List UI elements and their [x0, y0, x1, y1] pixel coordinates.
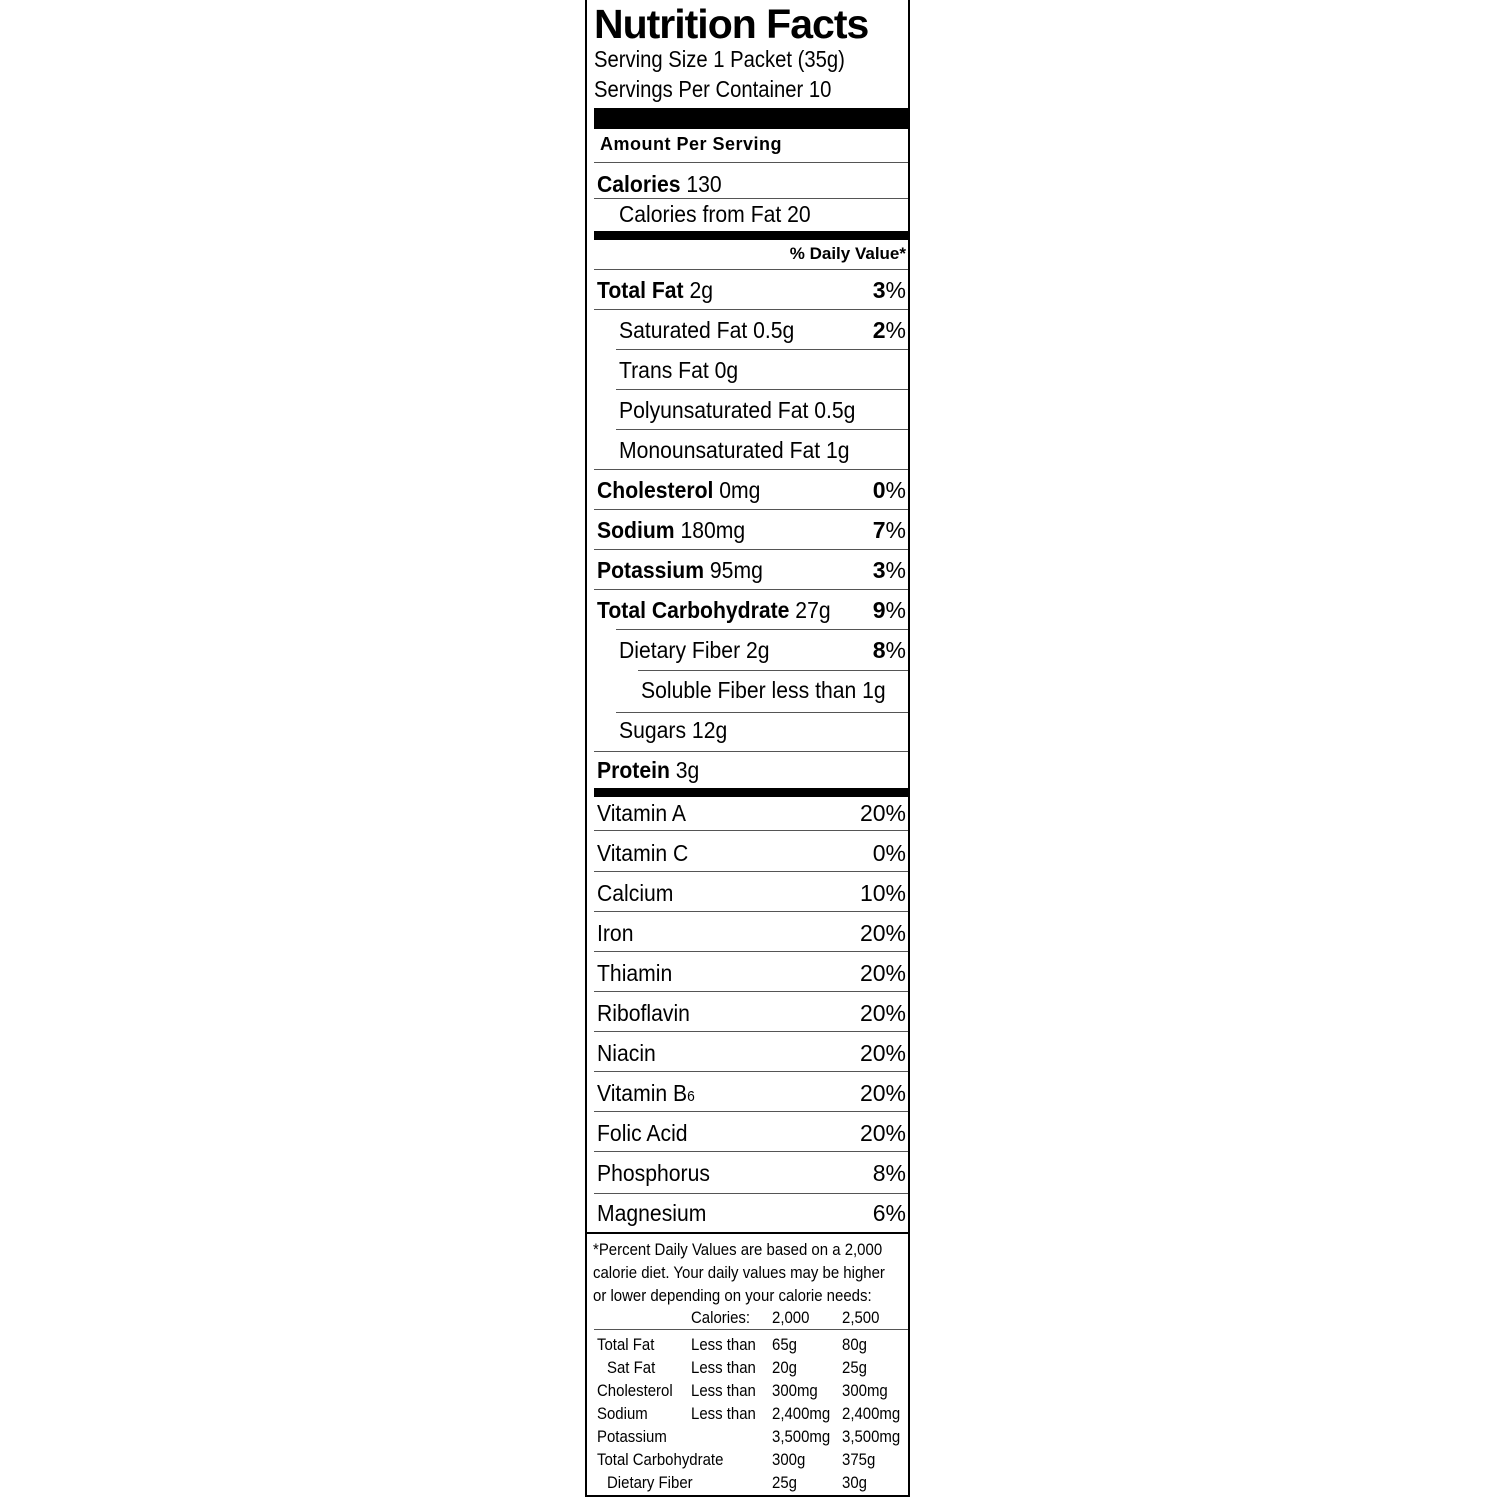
footnote-row-name: Sodium: [597, 1404, 648, 1423]
vitamin-value: 20%: [859, 1000, 906, 1026]
footnote-row-2000: 20g: [772, 1358, 797, 1377]
nutrient-name: Protein: [597, 757, 670, 783]
divider: [594, 951, 908, 952]
nutrient-amount: 95mg: [709, 557, 763, 583]
vitamin-name: Magnesium: [597, 1200, 707, 1226]
vitamin-name: Riboflavin: [597, 1000, 690, 1026]
calories-from-fat-row: [594, 196, 908, 232]
footnote-row-name: Total Fat: [597, 1335, 655, 1354]
vitamin-name: Calcium: [597, 880, 674, 906]
vitamin-name: Phosphorus: [597, 1160, 710, 1186]
calories-from-fat: Calories from Fat 20: [619, 201, 811, 227]
footnote-line: *Percent Daily Values are based on a 2,000: [593, 1240, 883, 1259]
footnote-divider: [587, 1232, 908, 1234]
nutrient-dv-percent: %: [885, 477, 906, 503]
vitamin-name: Vitamin A: [597, 800, 687, 826]
vitamin-value: 20%: [859, 1120, 906, 1146]
divider: [594, 830, 908, 831]
nutrient-dv-percent: %: [885, 557, 906, 583]
vitamin-name: Niacin: [597, 1040, 656, 1066]
vitamin-value: 10%: [859, 880, 906, 906]
nutrient-dv: 7: [872, 517, 886, 543]
nutrient-dv-percent: %: [885, 597, 906, 623]
nutrition-facts-label: [585, 0, 910, 1497]
nutrient-row-monounsaturated-fat: [594, 432, 908, 468]
vitamin-row: [594, 875, 908, 911]
divider: [594, 509, 908, 510]
divider: [594, 1071, 908, 1072]
nutrient-amount: 27g: [795, 597, 831, 623]
nutrient-dv: 9: [872, 597, 886, 623]
divider: [594, 1111, 908, 1112]
nutrient-row-trans-fat: [594, 352, 908, 388]
footnote-row-name: Cholesterol: [597, 1381, 673, 1400]
footnote-row-qualifier: Less than: [691, 1381, 756, 1400]
nutrient-amount: 3g: [675, 757, 700, 783]
footnote-row-2000: 25g: [772, 1473, 797, 1492]
nutrient-row-total-carbohydrate: [594, 592, 908, 628]
nutrient-amount: 2g: [689, 277, 714, 303]
footnote-line: or lower depending on your calorie needs:: [593, 1286, 872, 1305]
nutrient-name: Saturated Fat 0.5g: [619, 317, 795, 343]
nutrient-amount: 180mg: [680, 517, 746, 543]
nutrient-name: Potassium: [597, 557, 705, 583]
vitamin-name: Thiamin: [597, 960, 673, 986]
footnote-row-2500: 2,400mg: [842, 1404, 901, 1423]
vitamin-row: [594, 1195, 908, 1231]
nutrient-row-polyunsaturated-fat: [594, 392, 908, 428]
nutrient-name: Sugars 12g: [619, 717, 728, 743]
vitamin-row: [594, 1035, 908, 1071]
calories-label: Calories: [597, 171, 681, 197]
divider: [616, 349, 908, 350]
nutrient-row-cholesterol: [594, 472, 908, 508]
vitamin-row: [594, 1075, 908, 1111]
footnote-row-2000: 65g: [772, 1335, 797, 1354]
nutrient-name: Trans Fat 0g: [619, 357, 739, 383]
divider: [594, 871, 908, 872]
footnote-header-2500: 2,500: [842, 1308, 880, 1327]
nutrient-name: Total Fat: [597, 277, 684, 303]
divider: [594, 1329, 908, 1330]
vitamin-row: [594, 1155, 908, 1191]
vitamin-name: Iron: [597, 920, 634, 946]
vitamin-row: [594, 795, 908, 831]
vitamin-value: 20%: [859, 1080, 906, 1106]
vitamin-row: [594, 1115, 908, 1151]
divider: [616, 389, 908, 390]
nutrient-dv: 2: [872, 317, 886, 343]
footnote-row-qualifier: Less than: [691, 1404, 756, 1423]
vitamin-row: [594, 995, 908, 1031]
nutrient-name: Dietary Fiber 2g: [619, 637, 770, 663]
divider: [594, 469, 908, 470]
vitamin-value: 0%: [872, 840, 906, 866]
vitamin-row: [594, 835, 908, 871]
footnote-calories-label: Calories:: [691, 1308, 751, 1327]
vitamin-value: 20%: [859, 920, 906, 946]
divider: [616, 629, 908, 630]
vitamin-subscript: 6: [687, 1088, 695, 1105]
footnote-row-2500: 375g: [842, 1450, 876, 1469]
vitamin-value: 20%: [859, 960, 906, 986]
divider: [594, 911, 908, 912]
nutrient-dv: 0: [872, 477, 886, 503]
nutrient-dv-percent: %: [885, 637, 906, 663]
serving-size: Serving Size 1 Packet (35g): [594, 46, 845, 72]
nutrient-name: Cholesterol: [597, 477, 714, 503]
footnote-row-2000: 3,500mg: [772, 1427, 831, 1446]
amount-per-serving: Amount Per Serving: [600, 134, 783, 154]
divider: [594, 549, 908, 550]
divider: [594, 269, 908, 270]
divider: [594, 1151, 908, 1152]
divider: [594, 991, 908, 992]
nutrient-row-soluble-fiber: [594, 672, 908, 708]
footnote-row-2500: 300mg: [842, 1381, 888, 1400]
medium-divider: [594, 231, 908, 240]
footnote-row-2500: 30g: [842, 1473, 867, 1492]
thick-divider: [594, 108, 908, 129]
nutrient-dv: 3: [872, 557, 886, 583]
divider: [594, 1031, 908, 1032]
vitamin-row: [594, 915, 908, 951]
footnote-row-2500: 80g: [842, 1335, 867, 1354]
vitamin-name: Vitamin B: [597, 1080, 688, 1106]
footnote-row-2000: 300g: [772, 1450, 806, 1469]
footnote-row-2000: 2,400mg: [772, 1404, 831, 1423]
nutrient-row-sodium: [594, 512, 908, 548]
nutrient-row-total-fat: [594, 272, 908, 308]
footnote-row-2500: 25g: [842, 1358, 867, 1377]
nutrient-name: Sodium: [597, 517, 675, 543]
divider: [594, 162, 908, 163]
divider: [594, 589, 908, 590]
nutrient-name: Soluble Fiber less than 1g: [641, 677, 886, 703]
divider: [594, 309, 908, 310]
nutrient-dv: 8: [872, 637, 886, 663]
vitamin-name: Vitamin C: [597, 840, 689, 866]
nutrient-amount: 0mg: [719, 477, 761, 503]
footnote-row-name: Potassium: [597, 1427, 667, 1446]
vitamin-name: Folic Acid: [597, 1120, 688, 1146]
vitamin-value: 6%: [872, 1200, 906, 1226]
vitamin-value: 8%: [872, 1160, 906, 1186]
nutrient-name: Polyunsaturated Fat 0.5g: [619, 397, 856, 423]
footnote-row-qualifier: Less than: [691, 1358, 756, 1377]
vitamin-value: 20%: [859, 800, 906, 826]
nutrient-dv-percent: %: [885, 277, 906, 303]
nutrient-row-saturated-fat: [594, 312, 908, 348]
footnote-row-2500: 3,500mg: [842, 1427, 901, 1446]
footnote-row-2000: 300mg: [772, 1381, 818, 1400]
servings-per-container: Servings Per Container 10: [594, 76, 832, 102]
nutrient-dv-percent: %: [885, 317, 906, 343]
footnote-row-name: Sat Fat: [607, 1358, 656, 1377]
vitamin-value: 20%: [859, 1040, 906, 1066]
nutrient-name: Total Carbohydrate: [597, 597, 790, 623]
daily-value-header: % Daily Value*: [789, 244, 906, 263]
nutrient-dv-percent: %: [885, 517, 906, 543]
nutrient-name: Monounsaturated Fat 1g: [619, 437, 850, 463]
divider: [616, 429, 908, 430]
nutrient-row-dietary-fiber: [594, 632, 908, 668]
divider: [638, 670, 908, 671]
footnote-row-name: Dietary Fiber: [607, 1473, 693, 1492]
footnote-row-name: Total Carbohydrate: [597, 1450, 724, 1469]
footnote-header-2000: 2,000: [772, 1308, 810, 1327]
label-title: Nutrition Facts: [594, 1, 869, 47]
nutrient-row-protein: [594, 752, 908, 788]
footnote-line: calorie diet. Your daily values may be higher: [593, 1263, 885, 1282]
divider: [594, 1193, 908, 1194]
footnote-row-qualifier: Less than: [691, 1335, 756, 1354]
nutrient-dv: 3: [872, 277, 886, 303]
nutrient-row-potassium: [594, 552, 908, 588]
nutrient-row-sugars: [594, 712, 908, 748]
vitamin-row: [594, 955, 908, 991]
calories-value: 130: [686, 171, 722, 197]
